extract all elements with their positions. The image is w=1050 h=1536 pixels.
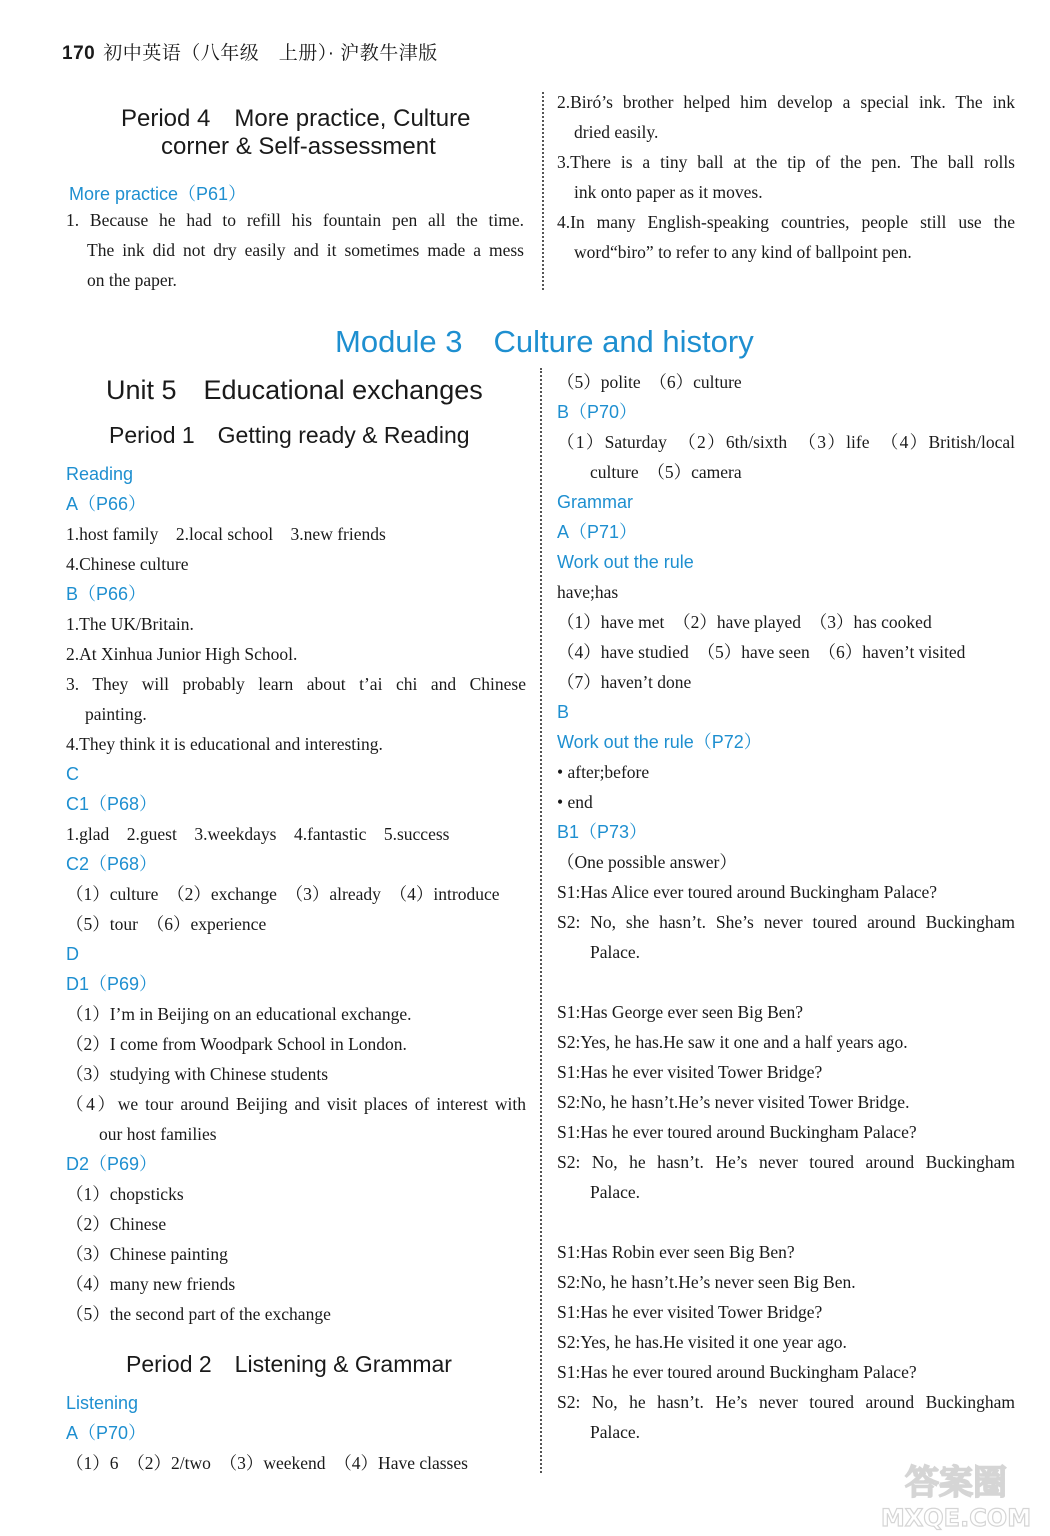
period1-answers: [66, 459, 526, 1329]
answer-line: （1）chopsticks: [66, 1184, 184, 1204]
dialogue-line: S2:Yes, he has.He visited it one year ago.: [557, 1332, 847, 1352]
period4-answers-right: [557, 87, 1015, 267]
dialogue-line: S2:Yes, he has.He saw it one and a half years ago.: [557, 1032, 908, 1052]
bullet-item: [557, 787, 1015, 817]
answer-line: 4.Chinese culture: [66, 554, 189, 574]
bullet-text: end: [567, 792, 593, 812]
answer-line: （3）Chinese painting: [66, 1244, 228, 1264]
period2-answers: [557, 367, 1015, 1447]
period1-title: Period 1 Getting ready & Reading: [109, 422, 470, 448]
dialogue-line: S2:No, he hasn’t.He’s never visited Tower Bridge.: [557, 1092, 910, 1112]
section-heading: D2（P69）: [66, 1154, 158, 1174]
answer-line: 1. Because he had to refill his fountain pen all the time.: [66, 210, 524, 230]
answer-line: ink onto paper as it moves.: [574, 182, 763, 202]
answer-line: 1.glad 2.guest 3.weekdays 4.fantastic 5.success: [66, 824, 450, 844]
answer-line: （3）studying with Chinese students: [66, 1064, 329, 1084]
answer-line: （4）many new friends: [66, 1274, 236, 1294]
period4-title-line1: Period 4 More practice, Culture: [121, 105, 471, 132]
answer-line: （5）tour （6）experience: [66, 914, 267, 934]
dialogue-line: S1:Has he ever toured around Buckingham Palace?: [557, 1122, 917, 1142]
answer-line: 1.host family 2.local school 3.new friends: [66, 524, 386, 544]
period4-title-line2: corner & Self-assessment: [161, 133, 436, 160]
answer-line: （1）Saturday （2）6th/sixth （3）life （4）British/local: [557, 432, 1015, 452]
period2-title: Period 2 Listening & Grammar: [126, 1351, 452, 1377]
section-heading: B1（P73）: [557, 822, 648, 842]
svg-text:答案圈: 答案圈: [905, 1463, 1007, 1503]
answer-line: （1）I’m in Beijing on an educational exchange.: [66, 1004, 412, 1024]
column-divider-top: [542, 92, 544, 290]
answer-line: （7）haven’t done: [557, 672, 692, 692]
section-heading: C1（P68）: [66, 794, 158, 814]
answer-line: 2.At Xinhua Junior High School.: [66, 644, 298, 664]
answer-line: The ink did not dry easily and it sometimes made a mess: [87, 240, 524, 260]
page-number: 170: [62, 43, 96, 64]
section-heading: D: [66, 944, 79, 964]
dialogue-line: S1:Has Alice ever toured around Buckingham Palace?: [557, 882, 938, 902]
answer-line: （One possible answer）: [557, 852, 737, 872]
answer-line: culture （5）camera: [590, 462, 742, 482]
answer-line: 3.There is a tiny ball at the tip of the pen. The ball rolls: [557, 152, 1015, 172]
column-divider-bottom: [540, 368, 542, 1473]
section-heading: B（P66）: [66, 584, 147, 604]
answer-line: painting.: [85, 704, 147, 724]
bullet-item: [557, 757, 1015, 787]
dialogue-line: S2: No, he hasn’t. He’s never toured around Buckingham: [557, 1152, 1015, 1172]
answer-line: （1）culture （2）exchange （3）already （4）introduce: [66, 884, 500, 904]
dialogue-line: S1:Has he ever visited Tower Bridge?: [557, 1302, 823, 1322]
answer-line: （1）6 （2）2/two （3）weekend （4）Have classes: [66, 1453, 468, 1473]
answer-line: 4.They think it is educational and interesting.: [66, 734, 383, 754]
answer-line: 4.In many English-speaking countries, people still use the: [557, 212, 1015, 232]
section-heading: Reading: [66, 464, 134, 484]
section-heading: Work out the rule（P72）: [557, 732, 762, 752]
answer-line: （5）the second part of the exchange: [66, 1304, 331, 1324]
answer-line: dried easily.: [574, 122, 659, 142]
module-title: Module 3 Culture and history: [335, 324, 754, 359]
answer-line: （2）Chinese: [66, 1214, 167, 1234]
dialogue-line: S1:Has George ever seen Big Ben?: [557, 1002, 804, 1022]
answer-line: on the paper.: [87, 270, 177, 290]
section-heading: D1（P69）: [66, 974, 158, 994]
answer-line: 2.Biró’s brother helped him develop a special ink. The ink: [557, 92, 1015, 112]
answer-line: our host families: [99, 1124, 217, 1144]
answer-line: （5）polite （6）culture: [557, 372, 742, 392]
dialogue-line: Palace.: [590, 942, 641, 962]
book-title: 初中英语（八年级 上册）· 沪教牛津版: [103, 43, 438, 64]
watermark-logo: [876, 1452, 1036, 1532]
section-heading: A（P71）: [557, 522, 638, 542]
section-heading: C2（P68）: [66, 854, 158, 874]
page-header: [62, 38, 438, 65]
more-practice-heading: More practice（P61）: [69, 184, 247, 204]
dialogue-line: S1:Has he ever visited Tower Bridge?: [557, 1062, 823, 1082]
dialogue-line: S1:Has he ever toured around Buckingham Palace?: [557, 1362, 917, 1382]
dialogue-line: Palace.: [590, 1422, 641, 1442]
dialogue-line: S2:No, he hasn’t.He’s never seen Big Ben.: [557, 1272, 856, 1292]
svg-text:MXQE.COM: MXQE.COM: [880, 1504, 1032, 1532]
section-heading: Grammar: [557, 492, 633, 512]
answer-line: （2）I come from Woodpark School in London.: [66, 1034, 407, 1054]
unit-title: Unit 5 Educational exchanges: [106, 375, 483, 405]
dialogue-line: Palace.: [590, 1182, 641, 1202]
answer-line: 3. They will probably learn about t’ai chi and Chinese: [66, 674, 526, 694]
period4-answers-left: [66, 205, 524, 295]
dialogue-line: S1:Has Robin ever seen Big Ben?: [557, 1242, 795, 1262]
section-heading: Work out the rule: [557, 552, 694, 572]
section-heading: A（P66）: [66, 494, 147, 514]
dialogue-line: S2: No, he hasn’t. He’s never toured around Buckingham: [557, 1392, 1015, 1412]
bullet-dot-icon: •: [557, 792, 568, 812]
spacer: [557, 967, 1015, 997]
bullet-dot-icon: •: [557, 762, 568, 782]
section-heading: C: [66, 764, 79, 784]
section-heading: B: [557, 702, 570, 722]
spacer: [557, 1207, 1015, 1237]
section-heading: A（P70）: [66, 1423, 147, 1443]
answer-line: （4）we tour around Beijing and visit places of interest with: [66, 1094, 526, 1114]
answer-line: （4）have studied （5）have seen （6）haven’t visited: [557, 642, 966, 662]
answer-line: word“biro” to refer to any kind of ballpoint pen.: [574, 242, 912, 262]
bullet-text: after;before: [567, 762, 650, 782]
section-heading: B（P70）: [557, 402, 638, 422]
answer-line: 1.The UK/Britain.: [66, 614, 194, 634]
dialogue-line: S2: No, she hasn’t. She’s never toured around Buckingham: [557, 912, 1015, 932]
period2-listening: [66, 1388, 526, 1478]
answer-line: have;has: [557, 582, 619, 602]
section-heading: Listening: [66, 1393, 139, 1413]
answer-line: （1）have met （2）have played （3）has cooked: [557, 612, 932, 632]
